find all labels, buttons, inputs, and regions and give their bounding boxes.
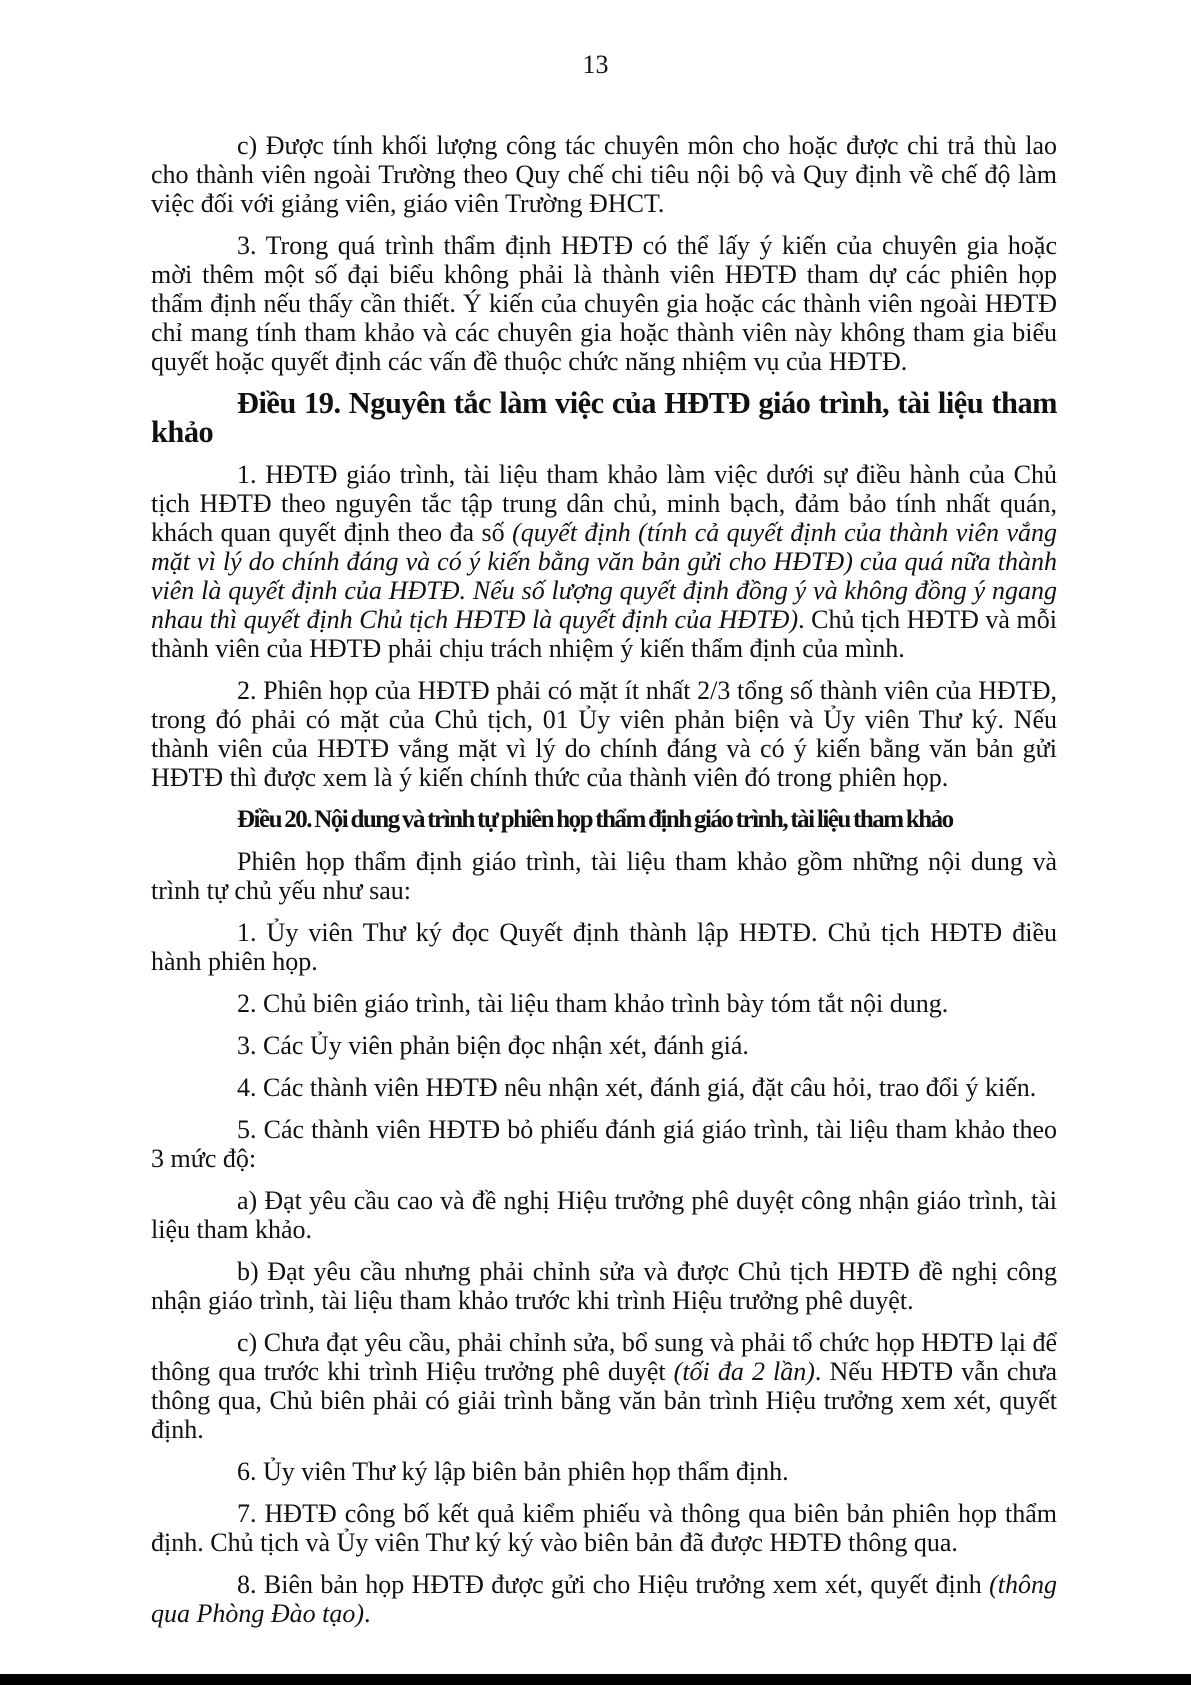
page-number: 13 (582, 50, 609, 79)
italic-text-run: (thông qua Phòng Đào tạo) (151, 1570, 1057, 1628)
text-run: 1. Ủy viên Thư ký đọc Quyết định thành lập HĐTĐ. Chủ tịch HĐTĐ điều hành phiên họp. (151, 918, 1057, 976)
paragraph (151, 1073, 1057, 1102)
text-run: 2. Chủ biên giáo trình, tài liệu tham khảo trình bày tóm tắt nội dung. (237, 989, 949, 1018)
text-run: 4. Các thành viên HĐTĐ nêu nhận xét, đánh giá, đặt câu hỏi, trao đổi ý kiến. (237, 1073, 1037, 1102)
text-run: c) Chưa đạt yêu cầu, phải chỉnh sửa, bổ sung và phải tổ chức họp HĐTĐ lại để thông qua trước khi trình Hiệu trưởng phê duyệt (151, 1328, 1057, 1386)
text-run: Điều 19. Nguyên tắc làm việc của HĐTĐ giáo trình, tài liệu tham khảo (151, 386, 1057, 449)
paragraph (151, 1115, 1057, 1173)
paragraph (151, 989, 1057, 1018)
text-run: 1. HĐTĐ giáo trình, tài liệu tham khảo làm việc dưới sự điều hành của Chủ tịch HĐTĐ theo nguyên tắc tập trung dân chủ, minh bạch, đảm bảo tính nhất quán, khách quan quyết định theo đa số (151, 460, 1057, 547)
paragraph (151, 918, 1057, 976)
text-run: 2. Phiên họp của HĐTĐ phải có mặt ít nhất 2/3 tổng số thành viên của HĐTĐ, trong đó phải có mặt của Chủ tịch, 01 Ủy viên phản biện và Ủy viên Thư ký. Nếu thành viên của HĐTĐ vắng mặt vì lý do chính đáng và có ý kiến bằng văn bản gửi HĐTĐ thì được xem là ý kiến chính thức của thành viên đó trong phiên họp. (151, 676, 1057, 792)
paragraph (151, 1457, 1057, 1486)
scan-edge-artifact (0, 1674, 1191, 1685)
paragraph (151, 1257, 1057, 1315)
italic-text-run: (quyết định (tính cả quyết định của thành viên vắng mặt vì lý do chính đáng và có ý kiến bằng văn bản gửi cho HĐTĐ) của quá nữa thành viên là quyết định của HĐTĐ. Nếu số lượng quyết định đồng ý và không đồng ý ngang nhau thì quyết định Chủ tịch HĐTĐ là quyết định của HĐTĐ) (151, 518, 1057, 634)
text-run: 5. Các thành viên HĐTĐ bỏ phiếu đánh giá giáo trình, tài liệu tham khảo theo 3 mức độ: (151, 1115, 1057, 1173)
text-run: c) Được tính khối lượng công tác chuyên môn cho hoặc được chi trả thù lao cho thành viên ngoài Trường theo Quy chế chi tiêu nội bộ và Quy định về chế độ làm việc đối với giảng viên, giáo viên Trường ĐHCT. (151, 131, 1057, 218)
italic-text-run: (tối đa 2 lần) (673, 1357, 815, 1386)
text-run: 8. Biên bản họp HĐTĐ được gửi cho Hiệu trưởng xem xét, quyết định (237, 1570, 990, 1599)
paragraph (151, 676, 1057, 792)
document-body (151, 131, 1057, 1641)
text-run: . (364, 1599, 371, 1628)
paragraph (151, 131, 1057, 218)
section-heading (151, 805, 1057, 834)
text-run: 6. Ủy viên Thư ký lập biên bản phiên họp thẩm định. (237, 1457, 789, 1486)
paragraph (151, 460, 1057, 663)
text-run: a) Đạt yêu cầu cao và đề nghị Hiệu trưởng phê duyệt công nhận giáo trình, tài liệu tham khảo. (151, 1186, 1057, 1244)
text-run: Phiên họp thẩm định giáo trình, tài liệu tham khảo gồm những nội dung và trình tự chủ yếu như sau: (151, 847, 1057, 905)
paragraph (151, 1186, 1057, 1244)
text-run: Điều 20. Nội dung và trình tự phiên họp thẩm định giáo trình, tài liệu tham khảo (237, 806, 953, 833)
paragraph (151, 1328, 1057, 1444)
paragraph (151, 1031, 1057, 1060)
paragraph (151, 847, 1057, 905)
text-run: b) Đạt yêu cầu nhưng phải chỉnh sửa và được Chủ tịch HĐTĐ đề nghị công nhận giáo trình, tài liệu tham khảo trước khi trình Hiệu trưởng phê duyệt. (151, 1257, 1057, 1315)
paragraph (151, 231, 1057, 376)
text-run: 3. Trong quá trình thẩm định HĐTĐ có thể lấy ý kiến của chuyên gia hoặc mời thêm một số đại biểu không phải là thành viên HĐTĐ tham dự các phiên họp thẩm định nếu thấy cần thiết. Ý kiến của chuyên gia hoặc các thành viên ngoài HĐTĐ chỉ mang tính tham khảo và các chuyên gia hoặc thành viên này không tham gia biểu quyết hoặc quyết định các vấn đề thuộc chức năng nhiệm vụ của HĐTĐ. (151, 231, 1057, 376)
text-run: . Nếu HĐTĐ vẫn chưa thông qua, Chủ biên phải có giải trình bằng văn bản trình Hiệu trưởng xem xét, quyết định. (151, 1357, 1057, 1444)
paragraph (151, 1570, 1057, 1628)
section-heading (151, 386, 1057, 449)
text-run: 7. HĐTĐ công bố kết quả kiểm phiếu và thông qua biên bản phiên họp thẩm định. Chủ tịch và Ủy viên Thư ký ký vào biên bản đã được HĐTĐ thông qua. (151, 1499, 1057, 1557)
text-run: 3. Các Ủy viên phản biện đọc nhận xét, đánh giá. (237, 1031, 749, 1060)
paragraph (151, 1499, 1057, 1557)
text-run: . Chủ tịch HĐTĐ và mỗi thành viên của HĐTĐ phải chịu trách nhiệm ý kiến thẩm định của mình. (151, 605, 1057, 663)
